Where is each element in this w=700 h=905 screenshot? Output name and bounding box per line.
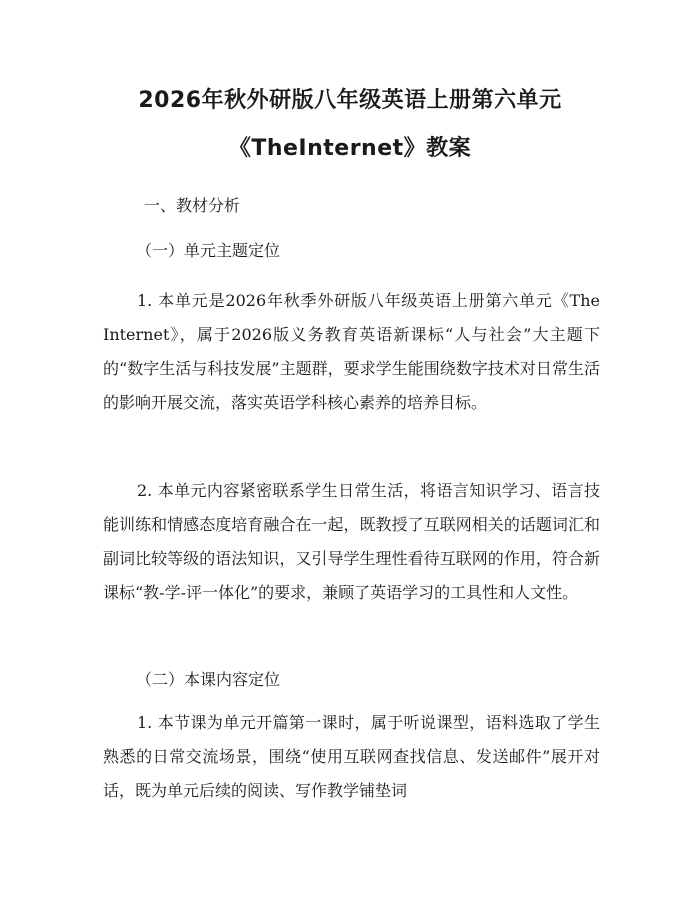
paragraph-unit-content: 2. 本单元内容紧密联系学生日常生活，将语言知识学习、语言技能训练和情感态度培育融合在一起，既教授了互联网相关的话题词汇和副词比较等级的语法知识，又引导学生理性看待互联网的作用，符合新课标“教-学-评一体化”的要求，兼顾了英语学习的工具性和人文性。 — [103, 481, 600, 602]
subsection-heading-lesson-content: （二）本课内容定位 — [136, 670, 281, 689]
document-title-line-1: 2026年秋外研版八年级英语上册第六单元 — [138, 88, 562, 113]
paragraph-unit-positioning: 1. 本单元是2026年秋季外研版八年级英语上册第六单元《The Internet》，属于2026版义务教育英语新课标“人与社会”大主题下的“数字生活与科技发展”主题群，要求学生能围绕数字技术对日常生活的影响开展交流，落实英语学科核心素养的培养目标。 — [103, 291, 600, 412]
section-heading-textbook-analysis: 一、教材分析 — [144, 196, 241, 215]
paragraph-lesson-positioning: 1. 本节课为单元开篇第一课时，属于听说课型，语料选取了学生熟悉的日常交流场景，围绕“使用互联网查找信息、发送邮件”展开对话，既为单元后续的阅读、写作教学铺垫词 — [103, 713, 600, 800]
subsection-heading-unit-theme: （一）单元主题定位 — [136, 241, 281, 260]
document-title-line-2: 《TheInternet》教案 — [228, 136, 472, 161]
